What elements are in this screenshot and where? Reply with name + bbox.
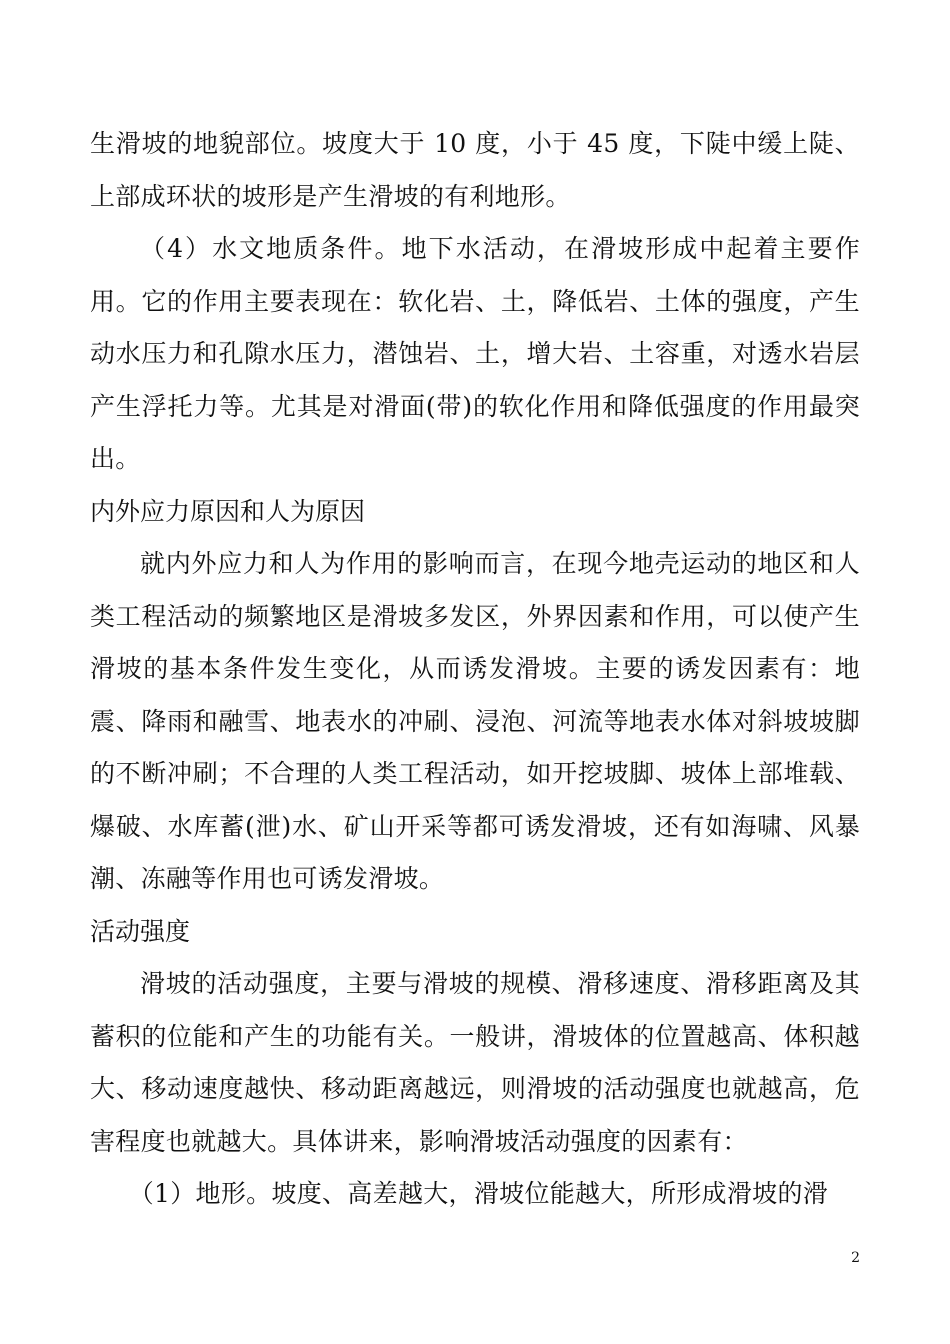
section-heading-activity-intensity: 活动强度 <box>90 916 191 946</box>
paragraph-activity-intensity: 滑坡的活动强度，主要与滑坡的规模、滑移速度、滑移距离及其蓄积的位能和产生的功能有关。一般讲，滑坡体的位置越高、体积越大、移动速度越快、移动距离越远，则滑坡的活动强度也就越高，危害程度也就越大。具体讲来，影响滑坡活动强度的因素有： <box>90 969 860 1156</box>
document-body <box>90 118 860 1221</box>
section-heading-stress-causes: 内外应力原因和人为原因 <box>90 496 366 526</box>
paragraph-hydrogeology: （4）水文地质条件。地下水活动，在滑坡形成中起着主要作用。它的作用主要表现在：软化岩、土，降低岩、土体的强度，产生动水压力和孔隙水压力，潜蚀岩、土，增大岩、土容重，对透水岩层产生浮托力等。尤其是对滑面(带)的软化作用和降低强度的作用最突出。 <box>90 234 860 473</box>
page-number: 2 <box>851 1250 860 1266</box>
paragraph-terrain-factor: （1）地形。坡度、高差越大，滑坡位能越大，所形成滑坡的滑 <box>128 1179 829 1208</box>
paragraph-stress-causes: 就内外应力和人为作用的影响而言，在现今地壳运动的地区和人类工程活动的频繁地区是滑坡多发区，外界因素和作用，可以使产生滑坡的基本条件发生变化，从而诱发滑坡。主要的诱发因素有：地震、降雨和融雪、地表水的冲刷、浸泡、河流等地表水体对斜坡坡脚的不断冲刷；不合理的人类工程活动，如开挖坡脚、坡体上部堆载、爆破、水库蓄(泄)水、矿山开采等都可诱发滑坡，还有如海啸、风暴潮、冻融等作用也可诱发滑坡。 <box>90 549 860 893</box>
paragraph-terrain-continuation: 生滑坡的地貌部位。坡度大于 10 度，小于 45 度，下陡中缓上陡、上部成环状的坡形是产生滑坡的有利地形。 <box>90 129 860 211</box>
